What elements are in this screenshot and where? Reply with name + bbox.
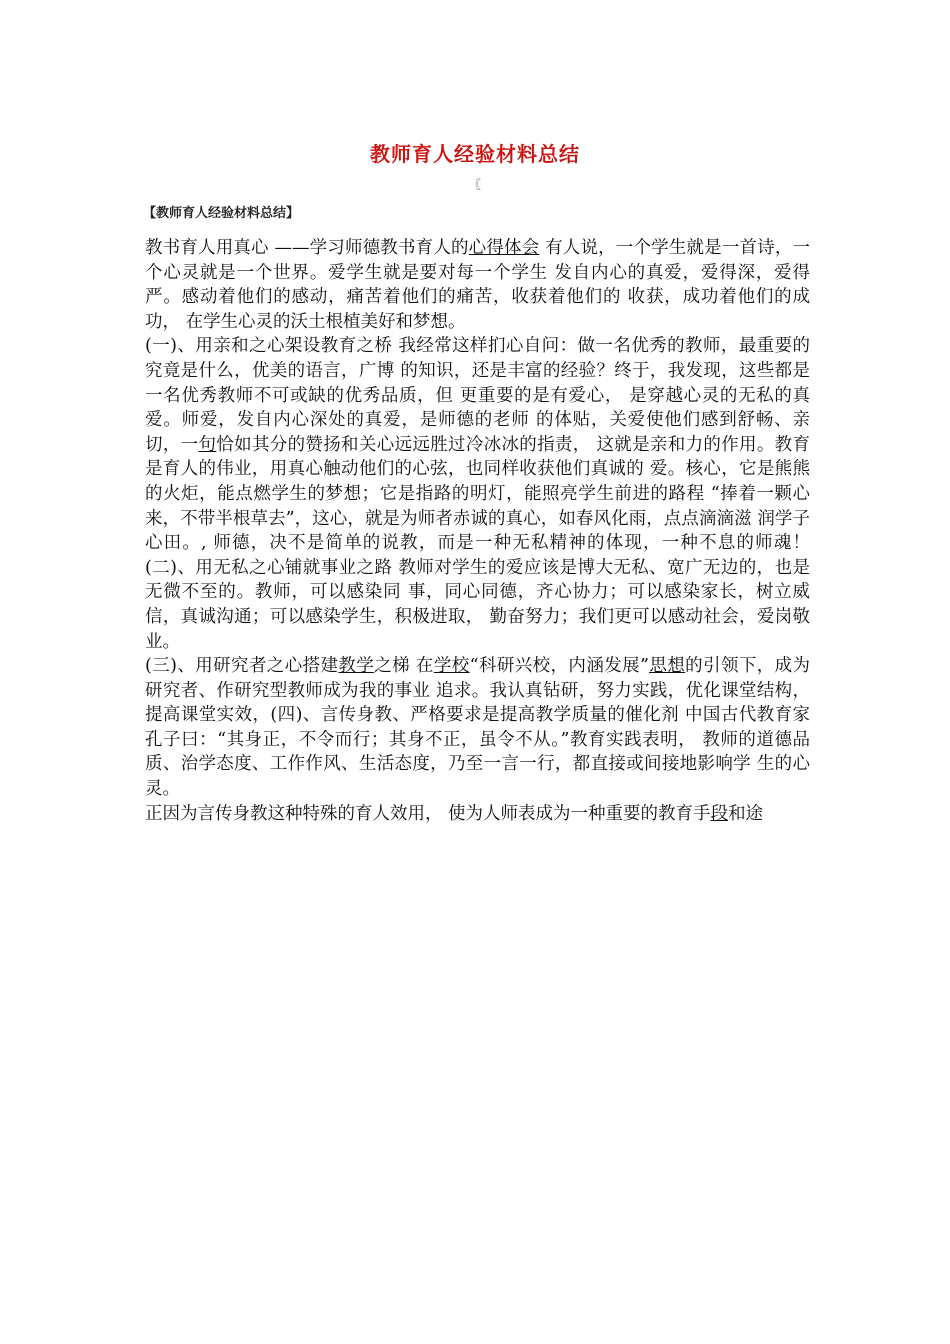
- paragraph-text: 恰如其分的赞扬和关心远远胜过冷冰冰的指责， 这就是亲和力的作用。教育是育人的伟业，用真心触动他们的心弦，也同样收获他们真诚的 爱。核心，它是熊熊的火炬，能点燃学生的梦想；它是指路的明灯，能照亮学生前进的路程 “捧着一颗心来，不带半根草去”，这心，就是为师者赤诚的真心，如春风化雨，点点滴滴滋 润学子心田。, 师德，决不是简单的说教，而是一种无私精神的体现，一种不息的师魂！ (二)、用无私之心铺就事业之路 教师对学生的爱应该是博大无私、宽广无边的，也是无微不至的。教师，可以感染同 事，同心同德，齐心协力；可以感染家长，树立威信，真诚沟通；可以感染学生，积极进取， 勤奋努力；我们更可以感动社会，爱岗敬业。: [145, 434, 811, 652]
- paragraph-text: “科研兴校，内涵发展”: [469, 656, 649, 677]
- paragraph-text: (三)、用研究者之心搭建: [145, 656, 339, 677]
- inline-link[interactable]: 思想: [648, 656, 686, 677]
- paragraph-text: 正因为言传身教这种特殊的育人效用， 使为人师表成为一种重要的教育手: [145, 803, 711, 824]
- inline-link[interactable]: 心得体会: [468, 238, 540, 258]
- document-subtitle: 【教师育人经验材料总结】: [143, 206, 300, 221]
- inline-link[interactable]: 学校: [433, 656, 470, 677]
- body-paragraph: [145, 334, 810, 654]
- inline-link[interactable]: 段: [710, 803, 729, 824]
- inline-link[interactable]: 教学: [338, 656, 375, 677]
- bracket-mark: 〖: [470, 178, 481, 191]
- paragraph-text: (一)、用亲和之心架设教育之桥 我经常这样扪心自问：做一名优秀的教师，最重要的究竟是什么，优美的语言，广博 的知识，还是丰富的经验？终于，我发现，这些都是一名优秀教师不可或缺的优秀品质，但 更重要的是有爱心， 是穿越心灵的无私的真爱。师爱，发自内心深处的真爱，是师德的老师 的体贴，关爱使他们感到舒畅、亲切，一: [145, 336, 810, 455]
- paragraph-text: 和途: [728, 803, 764, 824]
- body-paragraph: [145, 654, 810, 802]
- paragraph-text: 教书育人用真心 ——学习师德教书育人的: [145, 238, 469, 258]
- paragraph-text: 的引领下，成为研究者、作研究型教师成为我的事业 追求。我认真钻研，努力实践，优化课堂结构，提高课堂实效，(四)、言传身教、严格要求是提高教学质量的催化剂 中国古代教育家孔子曰：“其身正，不令而行；其身不正，虽令不从。”教育实践表明， 教师的道德品质、治学态度、工作作风、生活态度，乃至一言一行，都直接或间接地影响学 生的心灵。: [145, 656, 811, 800]
- paragraph-text: 有人说，一个学生就是一首诗，一个心灵就是一个世界。爱学生就是要对每一个学生 发自内心的真爱，爱得深，爱得严。感动着他们的感动，痛苦着他们的痛苦，收获着他们的 收获，成功着他们的成功， 在学生心灵的沃土根植美好和梦想。: [145, 238, 811, 332]
- paragraph-text: 之梯 在: [374, 656, 434, 677]
- inline-link[interactable]: 句: [198, 434, 217, 455]
- body-paragraph: [145, 802, 810, 827]
- document-title: 教师育人经验材料总结: [370, 142, 580, 166]
- document-body: [145, 236, 810, 826]
- body-paragraph: [145, 236, 810, 334]
